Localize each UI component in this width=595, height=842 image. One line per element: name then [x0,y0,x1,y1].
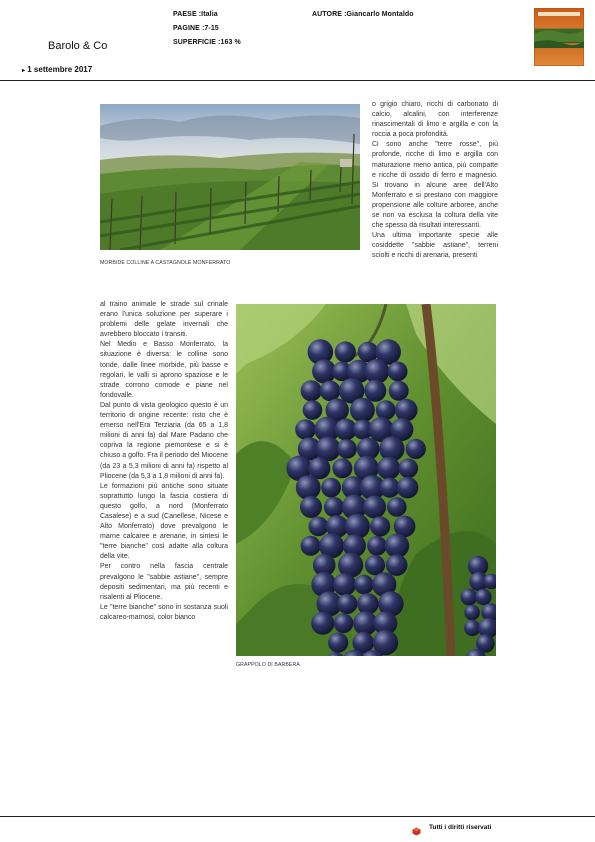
grape-berry [301,536,321,556]
paragraph: Per contro nella fascia centrale prevalgono le "sabbie astiane", sempre depositi sedimentari, ma più recenti e risalenti al Pliocene. [100,563,228,601]
paragraph: al traino animale le strade sul crinale erano l'unica soluzione per superare i problemi delle gelate invernali che avrebbero bloccato i transiti. [100,301,228,339]
vineyard-photo [100,104,360,250]
grape-berry [464,605,480,621]
paragraph: Ci sono anche "terre rosse", più profonde, ricche di limo e argilla con maturazione meno antica, più compatte e ricche di ossido di ferro e magnesio. Si trovano in alcune aree dell'Alto Monferrato e si prestano con maggiore propensione alle colture arboree, anche se non va esclusa la coltura della vite che spesso dà risultati interessanti. [372,141,498,230]
grape-berry [303,400,323,420]
grape-berry [397,477,419,499]
paragraph: Le formazioni più antiche sono situate soprattutto lungo la fascia costiera di questo golfo, a nord (Monferrato Casalese) e a sud (Canellese, Nicese e Alto Monferrato) dove prevalgono le marne calcaree e arenarie, in sintesi le "terre bianche" così adatte alla coltura della vite. [100,482,228,561]
bullet-arrow-icon: ▸ [22,68,26,74]
grape-berry [461,589,478,606]
article-column-right [372,100,498,262]
header-superficie: SUPERFICIE :163 % [173,39,241,46]
grape-berry [406,439,426,459]
grape-berry [354,575,374,595]
grape-berry [386,554,408,576]
grape-berry [300,496,322,518]
grape-berry [337,594,357,614]
paragraph: Le "terre bianche" sono in sostanza suoli calcareo-marnosi, color bianco [100,603,228,621]
rights-notice: Tutti i diritti riservati [429,824,492,831]
grape-berry [364,380,386,402]
header-autore: AUTORE :Giancarlo Montaldo [312,11,414,18]
grape-berry [337,439,357,459]
grapes-caption: GRAPPOLO DI BARBERA [236,662,300,668]
header-pagine: PAGINE :7-15 [173,25,219,32]
rights-logo-icon [412,823,421,832]
paragraph: Una ultima importante specie alle cosiddette "sabbie astiane", terreni sciolti e ricchi di arenaria, presenti [372,232,498,260]
grape-berry [328,633,348,653]
paragraph: Nel Medio e Basso Monferrato, la situazione è diversa: le colline sono tonde, dalle linee morbide, più basse e regolari, le valli si aprono spaziose e le strade corrono comode e piane nel fondovalle. [100,341,228,399]
header-paese: PAESE :Italia [173,11,218,18]
grape-berry [295,419,316,440]
grape-berry [399,459,419,479]
grape-berry [370,516,390,536]
article-column-left [100,300,228,623]
magazine-cover-thumbnail [534,8,584,66]
header-rule [0,80,595,81]
grape-berry [311,612,334,635]
grape-berry [324,497,344,517]
grape-berry [332,458,352,478]
grape-berry [389,381,409,401]
issue-date-text: 1 settembre 2017 [27,65,93,74]
grape-berry [296,475,321,500]
footer-rule [0,816,595,817]
paragraph: Dal punto di vista geologico questo è un territorio di origine recente: risto che è emerso nell'Era Terziaria (da 65 a 1,8 milioni di anni fa) dal Mare Padano che copriva la regione piemontese e si è chiuso a golfo. Fra il periodo del Miocene (da 23 a 5,3 milioni di anni fa) rispetto al Pliocene (da 5,3 a 1,8 milioni di anni fa). [100,401,228,480]
grape-berry [367,536,387,556]
grape-berry [475,589,491,605]
paragraph: o grigio chiaro, ricchi di carbonato di calcio, alcalini, con interferenze rinascimentali di limo e argilla e con la roccia a poca profondità. [372,101,498,139]
grape-berry [335,341,356,362]
grape-berry [301,380,322,401]
grape-berry [365,555,385,575]
grape-berry [376,400,396,420]
grape-berry [363,496,386,519]
grape-berry [395,399,418,422]
grape-berry [320,381,341,402]
grape-berry [350,398,375,423]
grape-berry [321,478,341,498]
grape-berry [309,517,329,537]
grape-berry [388,362,408,382]
grape-berry [377,457,400,480]
issue-date [22,65,92,74]
grape-berry [334,614,354,634]
publication-name: Barolo & Co [48,40,108,52]
vineyard-caption: MORBIDE COLLINE A CASTAGNOLE MONFERRATO [100,260,231,266]
grape-berry [333,573,356,596]
grape-photo [236,304,496,656]
grape-berry [387,497,407,517]
